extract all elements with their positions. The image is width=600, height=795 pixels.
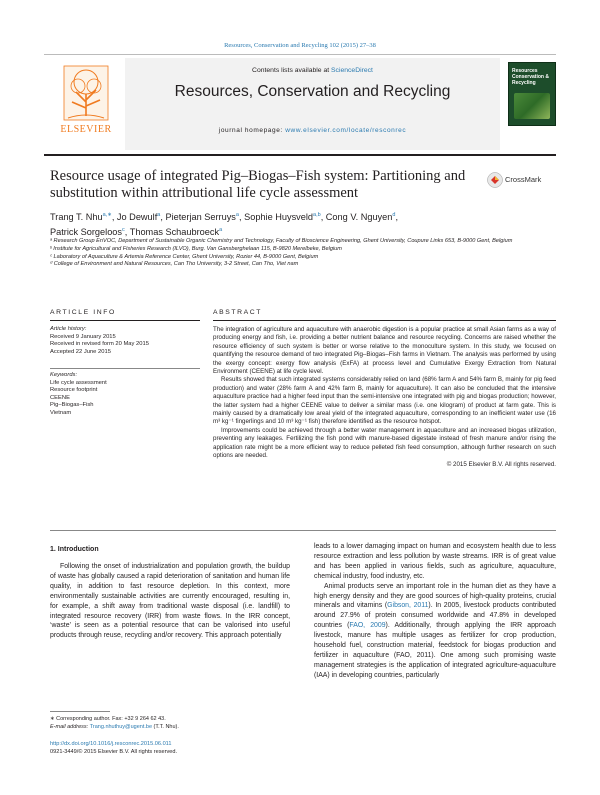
email-line: [50, 724, 290, 732]
cover-title: Resources Conservation & Recycling: [512, 68, 549, 86]
abstract-heading: ABSTRACT: [213, 309, 263, 316]
abstract-paragraph: The integration of agriculture and aquaculture with anaerobic digestion is a popular practice at small Asian farms as a way of producing energy and fish, i.e. providing a better nutrient balance and resource recycling. Concerns are raised whether the resource efficiency of such system is better or worse relative to the monoculture system. In this study, we focused on quantifying the resource demand of two integrated Pig–Biogas–Fish farms in Vietnam. The analysis was performed by using the exergy concept: exergy flow analysis (ExFA) at process level and Cumulative Exergy Extraction from Natural Environment (CEENE) at life cycle level.: [213, 326, 556, 376]
abstract-bottom-rule: [50, 530, 556, 531]
abstract-copyright: © 2015 Elsevier B.V. All rights reserved.: [446, 460, 556, 468]
citation-link[interactable]: Gibson, 2011: [387, 602, 429, 610]
citation-link[interactable]: FAO, 2009: [349, 622, 386, 630]
corresponding-author-footnote: [50, 716, 290, 731]
homepage-prefix: journal homepage:: [218, 127, 286, 134]
intro-text: Animal products serve an important role in the human diet as they have a high energy density and they are good sources of high-quality proteins, crucial minerals and vitamins (: [314, 582, 556, 610]
author-line-1: Trang T. Nhu$^{a,∗}$, Jo Dewulf$^a$, Pieterjan Serruys$^a$, Sophie Huysveld$^{a,b}$, Cong V. Nguyen$^d$,: [50, 212, 398, 223]
contents-line: [125, 67, 500, 74]
affiliation-c: ᶜ Laboratory of Aquaculture & Artemia Reference Center, Ghent University, Rozier 44, B-9000 Gent, Belgium: [50, 253, 319, 260]
email-label: E-mail address:: [50, 723, 90, 730]
article-info-heading: ARTICLE INFO: [50, 309, 116, 316]
crossmark-label: CrossMark: [505, 175, 542, 184]
author-affiliation-marker[interactable]: a,∗: [102, 212, 112, 218]
keywords-block: [50, 372, 200, 418]
journal-title: Resources, Conservation and Recycling: [174, 83, 451, 100]
intro-paragraph: Following the onset of industrialization and population growth, the buildup of waste has globally caused a rapid deterioration of sanitation and human life quality, in addition to fast resource depletion. In this context, more environmentally sustainable activities are currently encouraged, resulting in, for example, a shift away from traditional waste disposal (i.e. landfill) to integrated resource recovery (IRR) from waste flows. In the IRR concept, ‘waste’ is seen as a potential resource that can be valorised into useful products through reuse, recycling and/or recovery. This approach potentially: [50, 563, 290, 640]
abstract-body: [213, 326, 556, 469]
history-received: Received 9 January 2015: [50, 333, 116, 340]
history-accepted: Accepted 22 June 2015: [50, 348, 111, 355]
intro-text: ). Additionally, through applying the IRR approach livestock, manure has multiple usages as fertilizer for crop production, household fuel, construction material, feedstock for biogas production and fertilizer in aquaculture (FAO, 2011). One among such promising waste management strategies is the application of integrated agriculture-aquaculture (IAA) in developing countries, particularly: [314, 622, 556, 679]
author-name[interactable]: Trang T. Nhu: [50, 212, 103, 223]
article-history: [50, 326, 200, 356]
author-affiliation-marker[interactable]: a: [235, 212, 239, 218]
footnote-rule: [50, 711, 110, 712]
keyword-item: Resource footprint: [50, 387, 98, 394]
journal-homepage-link[interactable]: www.elsevier.com/locate/resconrec: [285, 127, 407, 134]
affiliations: [50, 238, 550, 269]
journal-reference-link[interactable]: Resources, Conservation and Recycling 102 (2015) 27–38: [224, 42, 376, 49]
journal-cover-image: [508, 62, 556, 126]
email-link[interactable]: Trang.nhuthuy@ugent.be: [89, 723, 153, 730]
intro-paragraph: [314, 582, 556, 681]
article-info-rule: [50, 320, 200, 321]
abstract-paragraph: Results showed that such integrated systems considerably relied on land (68% farm A and 54% farm B, mainly for pig feed production) and water (28% farm A and 42% farm B, mainly for aquaculture). It can also be concluded that the intensive aquaculture practice had a higher feed input than the semi-intensive one integrated with pig and biogas production; however, the latter system had a higher CEENE value to deliver a similar mass (i.e. one kilogram) of product at farm gate. This is mainly caused by a dramatically low areal yield of the integrated aquaculture, corresponding to an inefficient water use (16 m³ kg⁻¹ fingerlings and 10 m³ kg⁻¹ fish) therefore identified as the resource hotspot.: [213, 376, 556, 426]
keyword-item: CEENE: [50, 394, 70, 401]
keyword-item: Vietnam: [50, 409, 72, 416]
corresponding-author-note: ∗ Corresponding author. Fax: +32 9 264 62 43.: [50, 716, 166, 722]
article-title: Resource usage of integrated Pig–Biogas–Fish system: Partitioning and substitution within attributional life cycle assessment: [50, 168, 466, 201]
cover-art: [514, 93, 550, 119]
author-affiliation-marker[interactable]: a,b: [313, 212, 321, 218]
abstract-rule: [213, 320, 556, 321]
author-name[interactable]: Patrick Sorgeloos: [50, 227, 123, 238]
email-suffix: (T.T. Nhu).: [152, 723, 179, 730]
intro-paragraph: leads to a lower damaging impact on human and ecosystem health due to less resource extraction and less pollution by waste streams. IRR is of great value and has been applied in various fields, such as agriculture, aquaculture, chemical industry, food industry, etc.: [314, 543, 556, 580]
keywords-rule: [50, 368, 200, 369]
author-name[interactable]: Jo Dewulf: [116, 212, 158, 223]
author-affiliation-marker[interactable]: a: [219, 227, 223, 234]
issn-copyright: 0921-3449/© 2015 Elsevier B.V. All rights reserved.: [50, 748, 178, 755]
page-footer: [50, 741, 350, 756]
author-affiliation-marker[interactable]: a: [157, 212, 161, 218]
header-bottom-rule: [44, 154, 556, 156]
author-name[interactable]: Pieterjan Serruys: [165, 212, 236, 223]
affiliation-d: ᵈ College of Environment and Natural Resources, Can Tho University, 3-2 Street, Can Tho, Viet nam: [50, 261, 299, 268]
author-name[interactable]: Sophie Huysveld: [244, 212, 314, 223]
keywords-label: Keywords:: [50, 372, 78, 378]
author-affiliation-marker[interactable]: c: [122, 227, 125, 234]
doi-link[interactable]: http://dx.doi.org/10.1016/j.resconrec.2015.06.011: [50, 741, 172, 747]
section-heading-introduction: 1. Introduction: [50, 546, 99, 553]
keyword-item: Life cycle assessment: [50, 379, 107, 386]
contents-prefix: Contents lists available at: [252, 67, 332, 74]
author-line-2: Patrick Sorgeloos$^c$, Thomas Schaubroeck$^a$: [50, 227, 223, 238]
publisher-name: ELSEVIER: [60, 124, 112, 135]
crossmark-icon: [487, 172, 503, 188]
history-revised: Received in revised form 20 May 2015: [50, 341, 149, 348]
body-column-right: [314, 542, 556, 681]
intro-text: ). In 2005, livestock products contributed around 27.9% of protein consumed worldwide and 47.8% in developed countries (: [314, 602, 556, 630]
author-list: [50, 209, 510, 239]
sciencedirect-link[interactable]: ScienceDirect: [331, 67, 373, 74]
author-affiliation-marker[interactable]: d: [392, 212, 396, 218]
history-label: Article history:: [50, 326, 87, 332]
author-name[interactable]: Thomas Schaubroeck: [129, 227, 220, 238]
body-column-left: [50, 562, 290, 641]
abstract-paragraph: Improvements could be achieved through a better water management in aquaculture and an increased biogas utilization, preventing any leakages. Fertilizing the fish pond with manure-based digestate instead of fresh manure and/or rising the application rate might be a more efficient way to reduce pelleted fish feed consumption, although further research on such options are needed.: [213, 426, 556, 460]
author-name[interactable]: Cong V. Nguyen: [325, 212, 393, 223]
affiliation-a: ᵃ Research Group EnVOC, Department of Sustainable Organic Chemistry and Technology, Faculty of Bioscience Engineering, Ghent University, Coupure Links 653, B-9000 Gent, Belgium: [50, 238, 513, 244]
journal-homepage-line: [125, 127, 500, 134]
crossmark-badge[interactable]: [487, 172, 553, 188]
keyword-item: Pig–Biogas–Fish: [50, 402, 94, 409]
affiliation-b: ᵇ Institute for Agricultural and Fisheries Research (ILVO), Burg. Van Gansberghelaan 115, B-9820 Merelbeke, Belgium: [50, 245, 342, 252]
header-top-rule: [44, 54, 556, 55]
